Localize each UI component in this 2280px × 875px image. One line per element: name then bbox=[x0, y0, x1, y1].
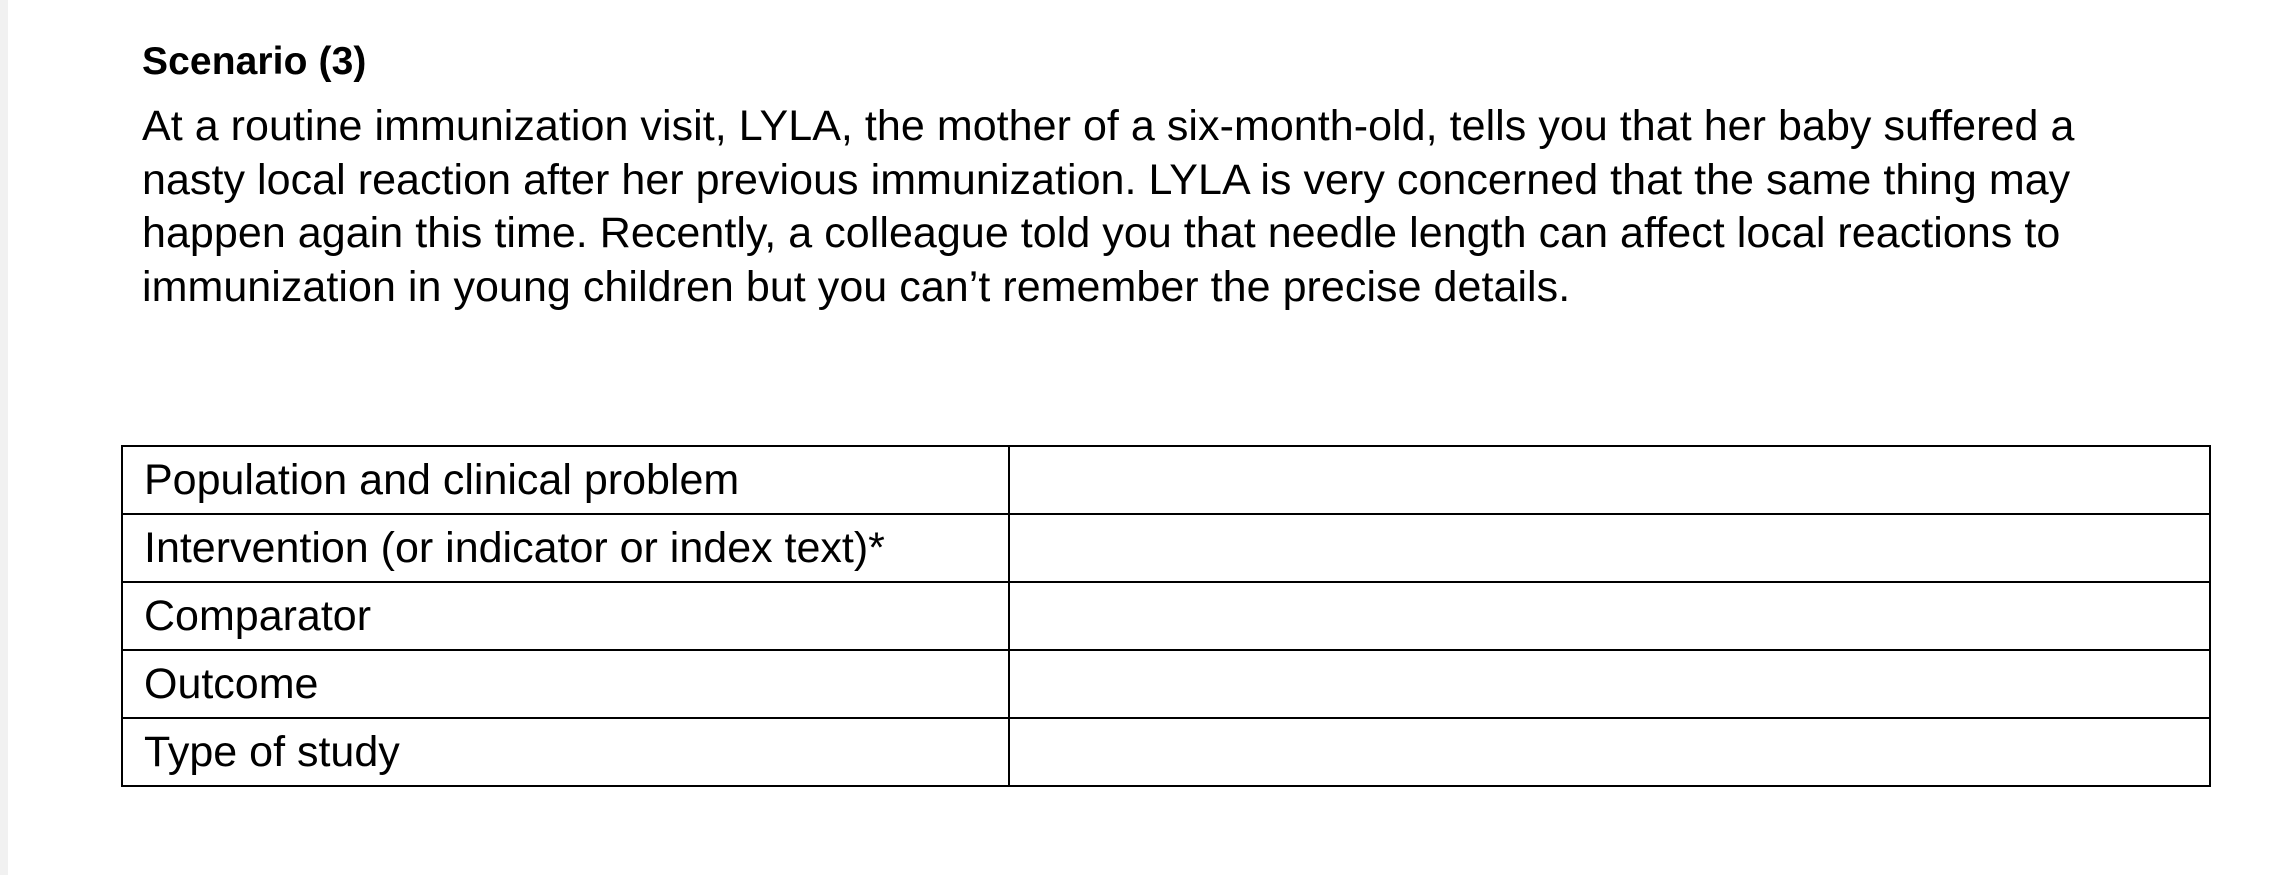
row-answer-outcome[interactable] bbox=[1009, 650, 2210, 718]
row-label-intervention: Intervention (or indicator or index text)* bbox=[122, 514, 1009, 582]
row-answer-comparator[interactable] bbox=[1009, 582, 2210, 650]
table-row-population bbox=[122, 446, 2210, 514]
table-row-comparator bbox=[122, 582, 2210, 650]
row-answer-intervention[interactable] bbox=[1009, 514, 2210, 582]
row-label-population: Population and clinical problem bbox=[122, 446, 1009, 514]
table-row-study-type bbox=[122, 718, 2210, 786]
row-answer-study-type[interactable] bbox=[1009, 718, 2210, 786]
table-row-intervention bbox=[122, 514, 2210, 582]
pico-table bbox=[121, 445, 2211, 787]
scenario-description: At a routine immunization visit, LYLA, the mother of a six-month-old, tells you that her baby suffered a nasty local reaction after her previous immunization. LYLA is very concerned that the same thing may happen again this time. Recently, a colleague told you that needle length can affect local reactions to immunization in young children but you can’t remember the precise details. bbox=[142, 102, 2075, 311]
document-page bbox=[8, 0, 2280, 875]
row-label-outcome: Outcome bbox=[122, 650, 1009, 718]
table-row-outcome bbox=[122, 650, 2210, 718]
row-label-study-type: Type of study bbox=[122, 718, 1009, 786]
row-label-comparator: Comparator bbox=[122, 582, 1009, 650]
scenario-title: Scenario (3) bbox=[142, 40, 367, 83]
row-answer-population[interactable] bbox=[1009, 446, 2210, 514]
